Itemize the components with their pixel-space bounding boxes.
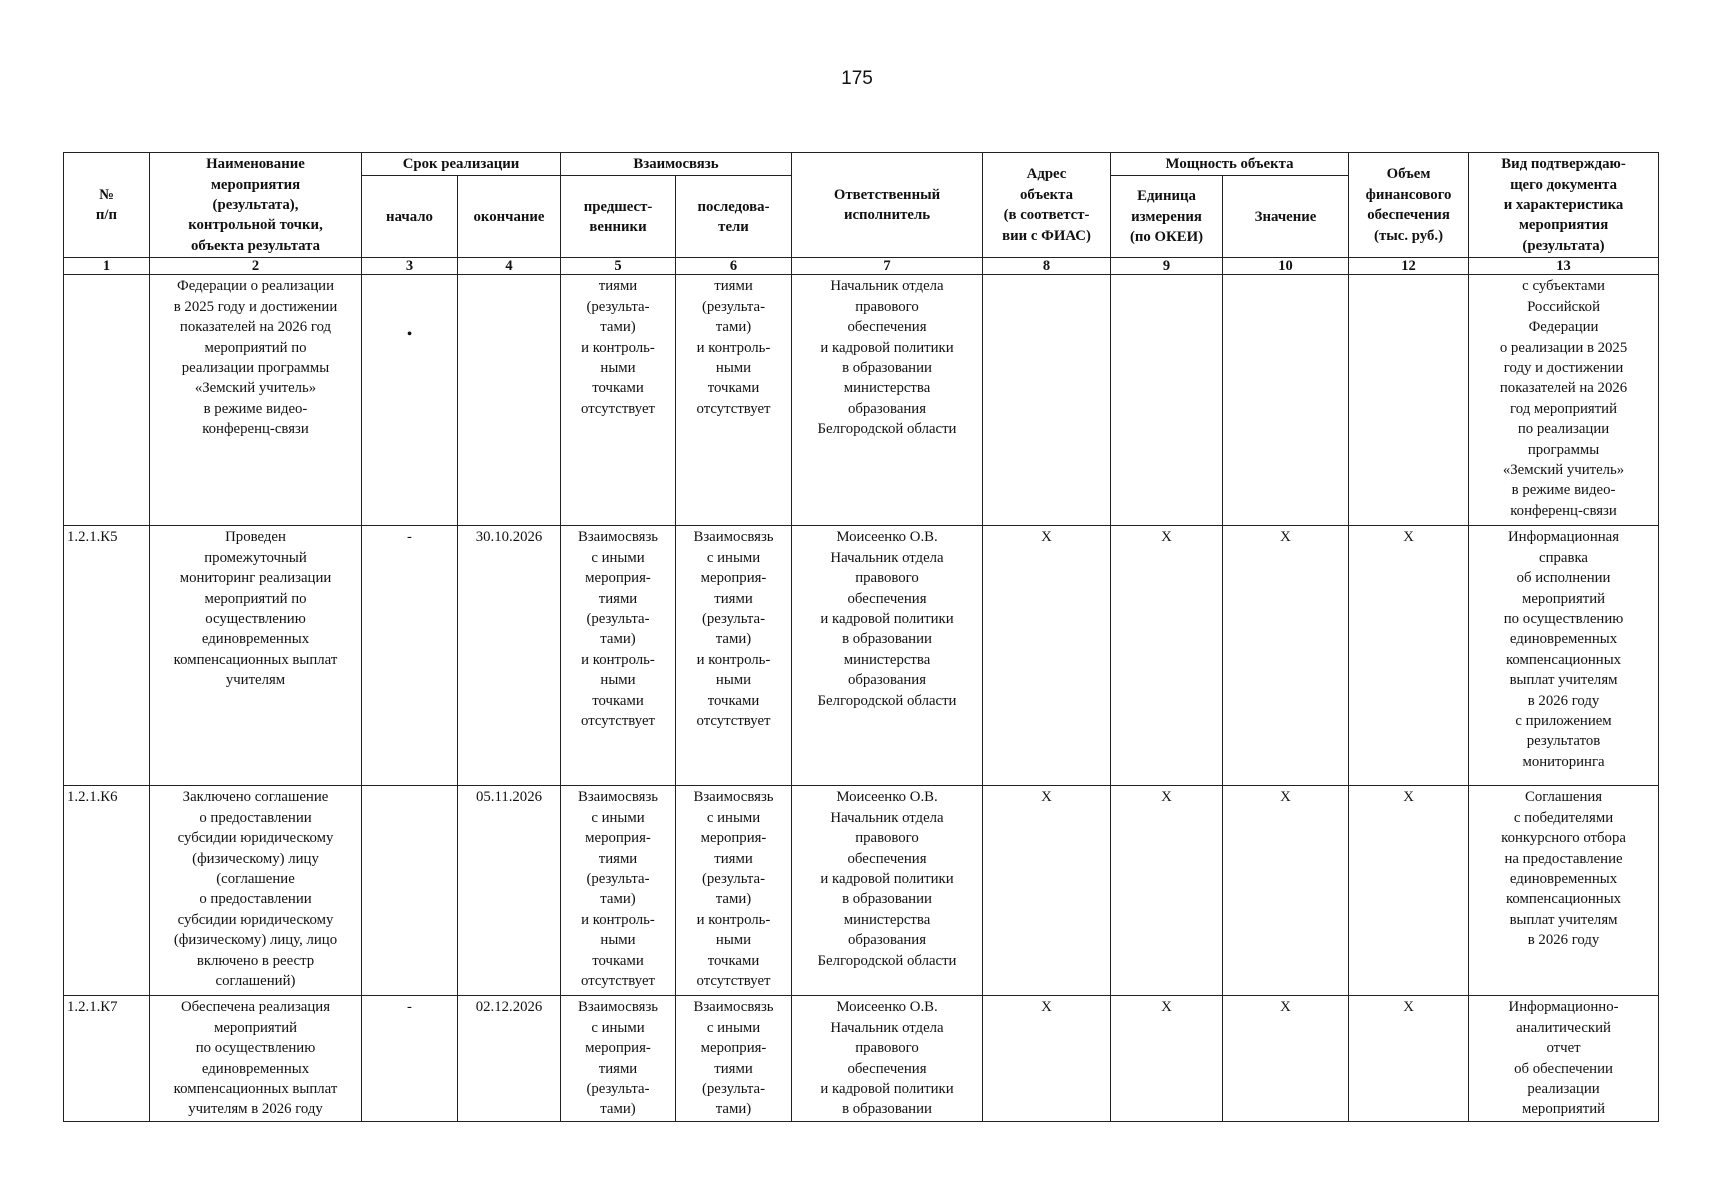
column-number: 9 [1111, 258, 1223, 275]
row-address [983, 275, 1111, 526]
header-successors: последова- тели [676, 176, 792, 258]
header-responsible: Ответственный исполнитель [792, 153, 983, 258]
row-finance: X [1349, 526, 1469, 786]
header-capacity: Мощность объекта [1111, 153, 1349, 176]
row-code: 1.2.1.К6 [64, 786, 150, 996]
row-value: X [1223, 526, 1349, 786]
row-value: X [1223, 786, 1349, 996]
column-number: 12 [1349, 258, 1469, 275]
row-unit: X [1111, 786, 1223, 996]
column-number: 1 [64, 258, 150, 275]
row-address: X [983, 996, 1111, 1122]
column-number: 10 [1223, 258, 1349, 275]
row-finance [1349, 275, 1469, 526]
row-successors: Взаимосвязь с иными мероприя- тиями (результа- тами) и контроль- ными точками отсутствует [676, 786, 792, 996]
header-address: Адрес объекта (в соответст- вии с ФИАС) [983, 153, 1111, 258]
row-predecessors: тиями (результа- тами) и контроль- ными точками отсутствует [561, 275, 676, 526]
row-finance: X [1349, 786, 1469, 996]
page-number: 175 [841, 68, 873, 89]
table-row [64, 526, 1659, 786]
header-period: Срок реализации [362, 153, 561, 176]
row-responsible: Моисеенко О.В. Начальник отдела правового обеспечения и кадровой политики в образовании министерства образования Белгородской области [792, 786, 983, 996]
row-end: 30.10.2026 [458, 526, 561, 786]
row-document: Соглашения с победителями конкурсного отбора на предоставление единовременных компенсационных выплат учителям в 2026 году [1469, 786, 1659, 996]
row-unit: X [1111, 996, 1223, 1122]
row-start [362, 786, 458, 996]
header-finance: Объем финансового обеспечения (тыс. руб.) [1349, 153, 1469, 258]
row-responsible: Моисеенко О.В. Начальник отдела правового обеспечения и кадровой политики в образовании [792, 996, 983, 1122]
table-row [64, 996, 1659, 1122]
row-responsible: Моисеенко О.В. Начальник отдела правового обеспечения и кадровой политики в образовании министерства образования Белгородской области [792, 526, 983, 786]
header-name: Наименование мероприятия (результата), контрольной точки, объекта результата [150, 153, 362, 258]
header-predecessors: предшест- венники [561, 176, 676, 258]
column-number: 5 [561, 258, 676, 275]
column-number: 3 [362, 258, 458, 275]
row-end: 05.11.2026 [458, 786, 561, 996]
row-end: 02.12.2026 [458, 996, 561, 1122]
row-predecessors: Взаимосвязь с иными мероприя- тиями (результа- тами) и контроль- ными точками отсутствует [561, 526, 676, 786]
row-start: - [362, 996, 458, 1122]
row-name: Федерации о реализации в 2025 году и достижении показателей на 2026 год мероприятий по реализации программы «Земский учитель» в режиме видео- конференц-связи [150, 275, 362, 526]
table-row [64, 275, 1659, 526]
header-start: начало [362, 176, 458, 258]
row-start: • [362, 275, 458, 526]
row-successors: Взаимосвязь с иными мероприя- тиями (результа- тами) [676, 996, 792, 1122]
row-code: 1.2.1.К7 [64, 996, 150, 1122]
row-unit [1111, 275, 1223, 526]
header-unit: Единица измерения (по ОКЕИ) [1111, 176, 1223, 258]
header-link: Взаимосвязь [561, 153, 792, 176]
header-value: Значение [1223, 176, 1349, 258]
row-name: Проведен промежуточный мониторинг реализации мероприятий по осуществлению единовременных компенсационных выплат учителям [150, 526, 362, 786]
row-start: - [362, 526, 458, 786]
row-successors: Взаимосвязь с иными мероприя- тиями (результа- тами) и контроль- ными точками отсутствует [676, 526, 792, 786]
row-name: Обеспечена реализация мероприятий по осуществлению единовременных компенсационных выплат учителям в 2026 году [150, 996, 362, 1122]
header-end: окончание [458, 176, 561, 258]
row-name: Заключено соглашение о предоставлении субсидии юридическому (физическому) лицу (соглашение о предоставлении субсидии юридическому (физическому) лицу, лицо включено в реестр соглашений) [150, 786, 362, 996]
column-number: 13 [1469, 258, 1659, 275]
row-address: X [983, 786, 1111, 996]
column-number-row [64, 258, 1659, 275]
row-document: Информационно- аналитический отчет об обеспечении реализации мероприятий [1469, 996, 1659, 1122]
column-number: 6 [676, 258, 792, 275]
column-number: 4 [458, 258, 561, 275]
row-code: 1.2.1.К5 [64, 526, 150, 786]
table-row [64, 786, 1659, 996]
row-value: X [1223, 996, 1349, 1122]
header-no: № п/п [64, 153, 150, 258]
row-finance: X [1349, 996, 1469, 1122]
plan-table [63, 152, 1659, 1122]
column-number: 2 [150, 258, 362, 275]
column-number: 8 [983, 258, 1111, 275]
row-document: с субъектами Российской Федерации о реализации в 2025 году и достижении показателей на 2026 год мероприятий по реализации программы «Земский учитель» в режиме видео- конференц-связи [1469, 275, 1659, 526]
column-number: 7 [792, 258, 983, 275]
row-responsible: Начальник отдела правового обеспечения и кадровой политики в образовании министерства образования Белгородской области [792, 275, 983, 526]
row-address: X [983, 526, 1111, 786]
header-document: Вид подтверждаю- щего документа и характеристика мероприятия (результата) [1469, 153, 1659, 258]
row-end [458, 275, 561, 526]
row-unit: X [1111, 526, 1223, 786]
row-code [64, 275, 150, 526]
row-predecessors: Взаимосвязь с иными мероприя- тиями (результа- тами) и контроль- ными точками отсутствует [561, 786, 676, 996]
row-document: Информационная справка об исполнении мероприятий по осуществлению единовременных компенсационных выплат учителям в 2026 году с приложением результатов мониторинга [1469, 526, 1659, 786]
row-predecessors: Взаимосвязь с иными мероприя- тиями (результа- тами) [561, 996, 676, 1122]
row-value [1223, 275, 1349, 526]
row-successors: тиями (результа- тами) и контроль- ными точками отсутствует [676, 275, 792, 526]
